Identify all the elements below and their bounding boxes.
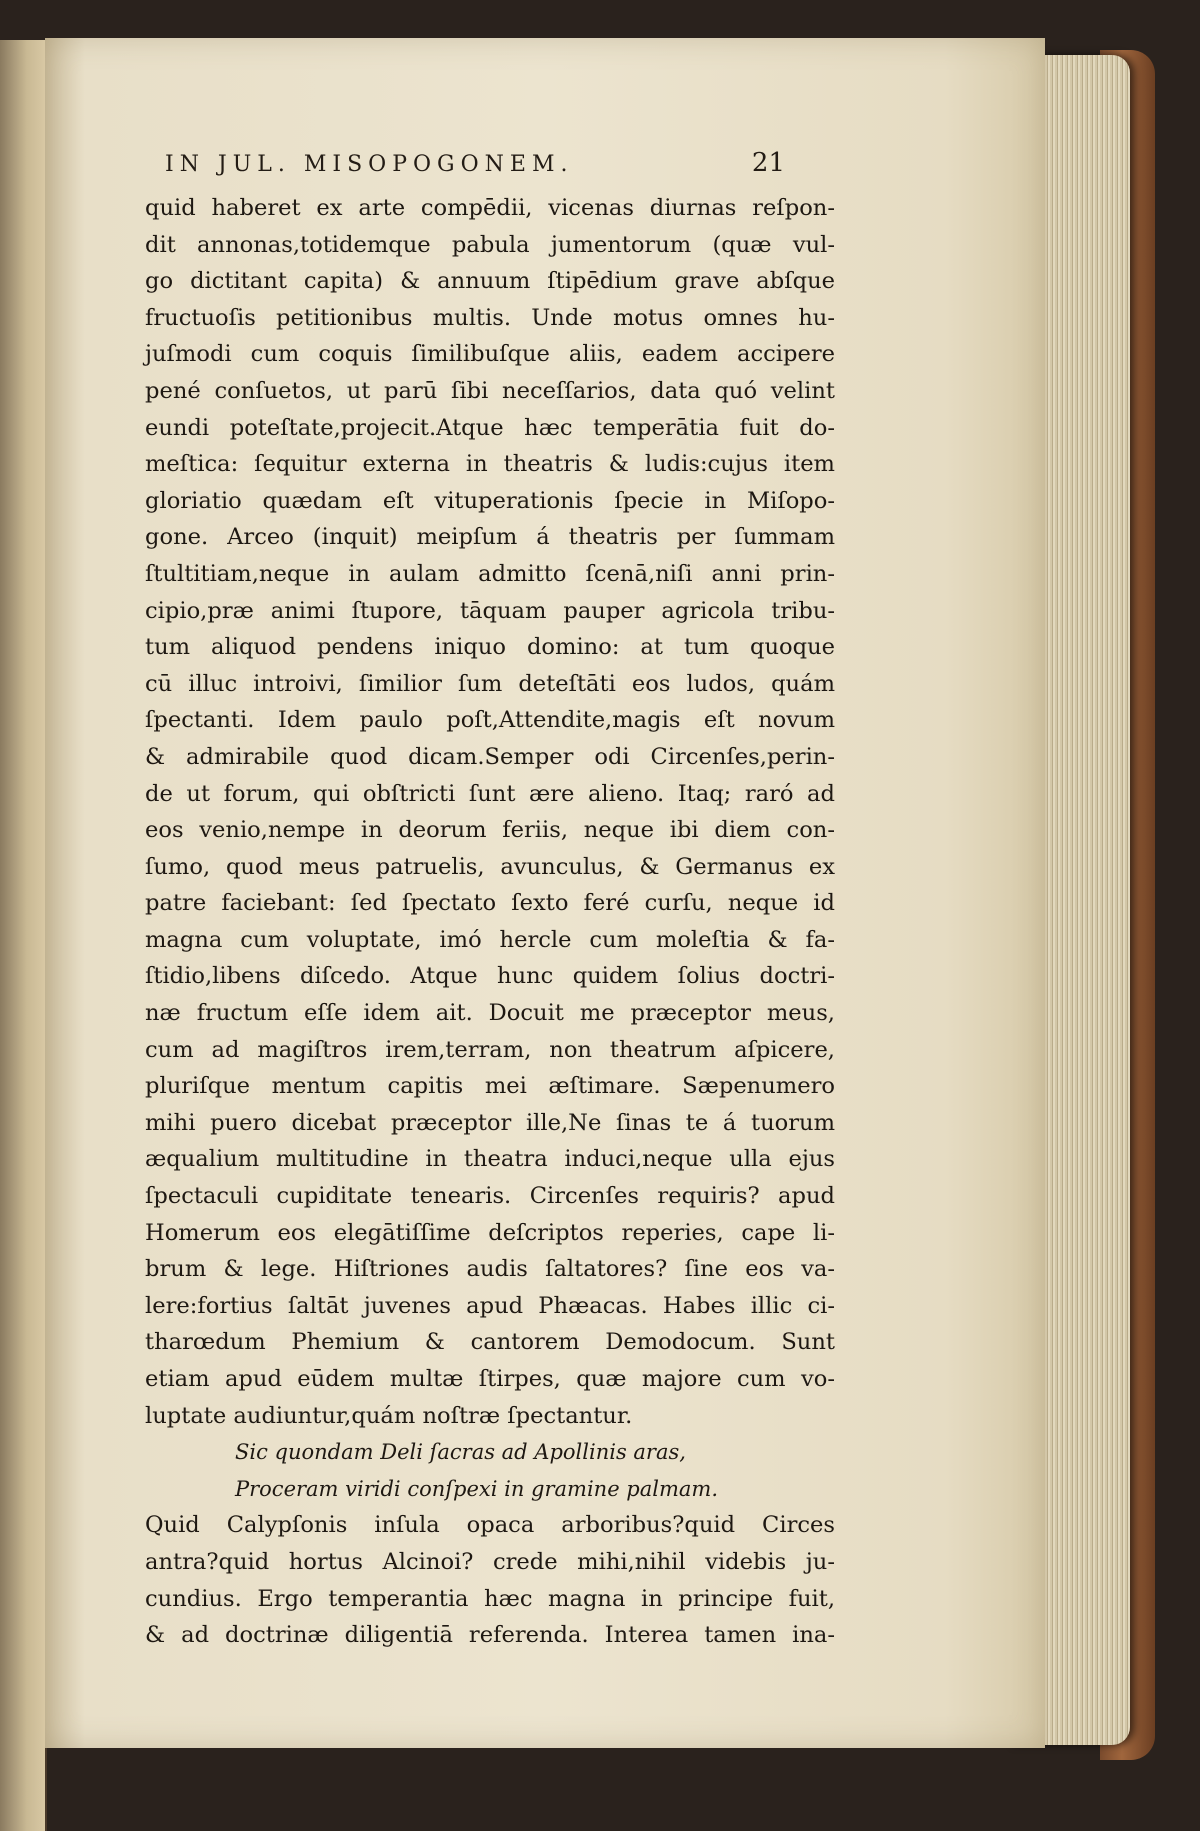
text-line: cum ad magiſtros irem,terram, non theatrum aſpicere, [145,1036,835,1063]
text-line: ſtultitiam,neque in aulam admitto ſcenā,niſi anni prin- [145,560,835,587]
facing-page-edge [0,40,47,1831]
text-line: go dictitant capita) & annuum ſtipēdium grave abſque [145,268,835,295]
page-text [145,190,835,1654]
text-line: fructuoſis petitionibus multis. Unde motus omnes hu- [145,304,835,331]
text-line: gloriatio quædam eſt vituperationis ſpecie in Miſopo- [145,487,835,514]
text-line: dit annonas,totidemque pabula jumentorum (quæ vul- [145,231,835,258]
text-line: ſpectaculi cupiditate tenearis. Circenſes requiris? apud [145,1183,835,1210]
text-line-last: luptate audiuntur,quám noſtræ ſpectantur. [145,1402,633,1429]
text-line: lere:fortius ſaltāt juvenes apud Phæacas. Habes illic ci- [145,1292,835,1319]
text-line: ſpectanti. Idem paulo poſt,Attendite,magis eſt novum [145,707,835,734]
text-line: pené conſuetos, ut parū ſibi neceſſarios, data quó velint [145,377,835,404]
text-line: tharœdum Phemium & cantorem Demodocum. Sunt [145,1329,835,1356]
text-line: & ad doctrinæ diligentiā referenda. Interea tamen ina- [145,1622,835,1649]
text-line: antra?quid hortus Alcinoi? crede mihi,nihil videbis ju- [145,1548,835,1575]
text-line: & admirabile quod dicam.Semper odi Circenſes,perin- [145,743,835,770]
text-line: cipio,præ animi ſtupore, tāquam pauper agricola tribu- [145,597,835,624]
text-line: eundi poteſtate,projecit.Atque hæc temperātia fuit do- [145,414,835,441]
text-line: eos venio,nempe in deorum feriis, neque ibi diem con- [145,817,835,844]
running-head-title: IN JUL. MISOPOGONEM. [165,152,574,177]
text-line: næ fructum eſſe idem ait. Docuit me præceptor meus, [145,1000,835,1027]
text-line: æqualium multitudine in theatra induci,neque ulla ejus [145,1146,835,1173]
text-line: meſtica: ſequitur externa in theatris & ludis:cujus item [145,451,835,478]
text-line: ſumo, quod meus patruelis, avunculus, & Germanus ex [145,853,835,880]
text-line: etiam apud eūdem multæ ſtirpes, quæ majore cum vo- [145,1366,835,1392]
text-line: juſmodi cum coquis ſimilibuſque aliis, eadem accipere [145,341,835,368]
verse-line: Sic quondam Deli ſacras ad Apollinis aras, [235,1440,686,1465]
text-line: quid haberet ex arte compēdii, vicenas diurnas reſpon- [145,195,835,221]
book-page [45,38,1045,1748]
text-line: pluriſque mentum capitis mei æſtimare. Sæpenumero [145,1073,835,1100]
text-line: Quid Calypſonis inſula opaca arboribus?quid Circes [145,1512,835,1539]
text-line: tum aliquod pendens iniquo domino: at tum quoque [145,634,835,661]
text-line: cundius. Ergo temperantia hæc magna in principe fuit, [145,1585,835,1612]
text-line: de ut forum, qui obſtricti ſunt ære alieno. Itaq; raró ad [145,780,835,807]
text-line: gone. Arceo (inquit) meipſum á theatris per ſummam [145,524,835,551]
text-line: Homerum eos elegātiſſime deſcriptos reperies, cape li- [145,1219,835,1246]
text-line: brum & lege. Hiſtriones audis ſaltatores? ſine eos va- [145,1256,835,1283]
page-number: 21 [751,148,785,178]
running-head [165,148,785,178]
text-line: mihi puero dicebat præceptor ille,Ne ſinas te á tuorum [145,1109,835,1136]
text-line: magna cum voluptate, imó hercle cum moleſtia & fa- [145,926,835,953]
text-line: ſtidio,libens diſcedo. Atque hunc quidem ſolius doctri- [145,963,835,990]
text-line: cū illuc introivi, ſimilior ſum deteſtāti eos ludos, quám [145,670,835,697]
text-line: patre faciebant: ſed ſpectato ſexto feré curſu, neque id [145,890,835,917]
verse-line: Proceram viridi conſpexi in gramine palmam. [235,1476,718,1501]
